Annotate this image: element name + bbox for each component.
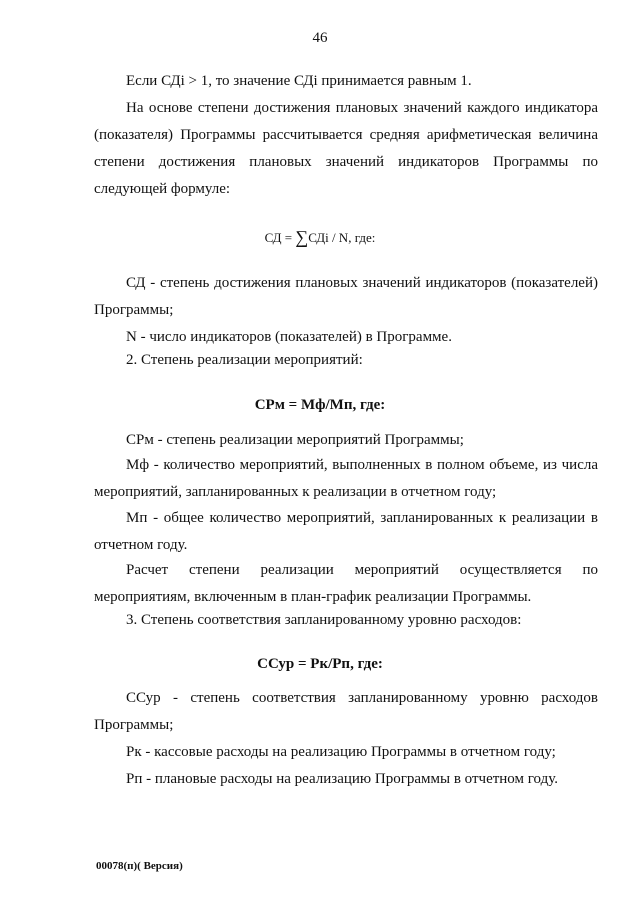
paragraph-average-intro: На основе степени достижения плановых значений каждого индикатора (показателя) Программы рассчитывается средняя арифметическая величина степени достижения плановых значений индикаторов Программы по следующей формуле: xyxy=(94,100,598,197)
document-footer: 00078(п)( Версия) xyxy=(96,860,183,872)
paragraph-sd-limit: Если СДi > 1, то значение СДi принимается равным 1. xyxy=(126,73,472,89)
paragraph-section-3: 3. Степень соответствия запланированному уровню расходов: xyxy=(126,612,522,628)
paragraph-ssur-definition: ССур - степень соответствия запланированному уровню расходов Программы; xyxy=(94,690,598,733)
paragraph-rk-definition: Рк - кассовые расходы на реализацию Программы в отчетном году; xyxy=(126,744,556,760)
paragraph-calculation: Расчет степени реализации мероприятий осуществляется по мероприятиям, включенным в план-график реализации Программы. xyxy=(94,562,598,605)
formula-srm: СРм = Мф/Мп, где: xyxy=(254,397,386,413)
page-number: 46 xyxy=(312,30,328,46)
paragraph-mf-definition: Мф - количество мероприятий, выполненных в полном объеме, из числа мероприятий, запланированных к реализации в отчетном году; xyxy=(94,457,598,500)
paragraph-mp-definition: Мп - общее количество мероприятий, запланированных к реализации в отчетном году. xyxy=(94,510,598,553)
paragraph-n-definition: N - число индикаторов (показателей) в Программе. xyxy=(126,329,452,345)
paragraph-section-2: 2. Степень реализации мероприятий: xyxy=(126,352,363,368)
paragraph-rp-definition: Рп - плановые расходы на реализацию Программы в отчетном году. xyxy=(126,771,558,787)
formula-sd-right: СДi / N, где: xyxy=(308,230,376,245)
formula-sd xyxy=(0,226,640,247)
formula-sd-left: СД = xyxy=(264,230,293,245)
paragraph-sd-definition: СД - степень достижения плановых значений индикаторов (показателей) Программы; xyxy=(94,275,598,318)
sum-sigma-symbol: ∑ xyxy=(295,227,309,247)
formula-ssur: ССур = Рк/Рп, где: xyxy=(257,656,383,672)
paragraph-srm-definition: СРм - степень реализации мероприятий Программы; xyxy=(126,432,464,448)
